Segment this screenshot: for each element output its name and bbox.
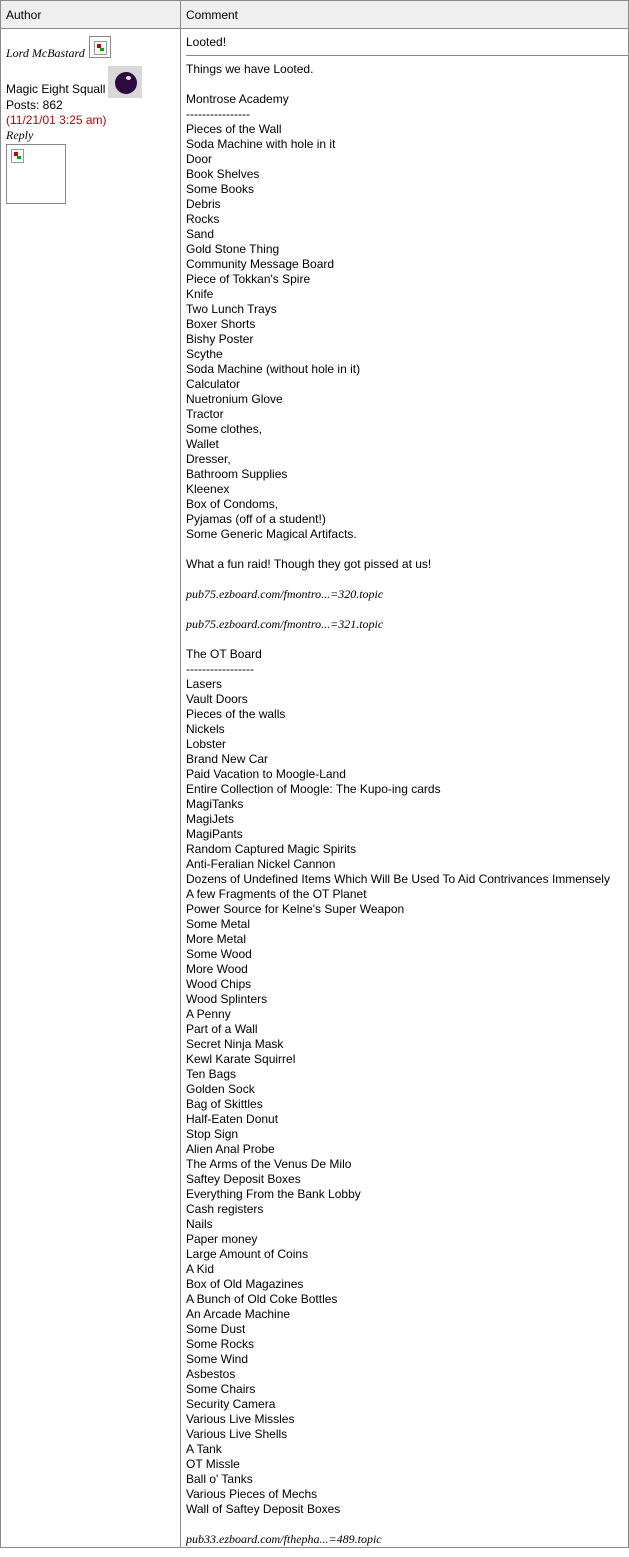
topic-link[interactable]: pub75.ezboard.com/fmontro...=320.topic xyxy=(186,587,384,601)
comment-block xyxy=(181,29,628,1547)
comment-cell xyxy=(181,29,629,1548)
post-line: Bishy Poster xyxy=(186,332,254,346)
post-line: Some clothes, xyxy=(186,422,263,436)
post-line: Pieces of the walls xyxy=(186,707,286,721)
post-line: Large Amount of Coins xyxy=(186,1247,309,1261)
post-line: Soda Machine (without hole in it) xyxy=(186,362,361,376)
post-line: Wallet xyxy=(186,437,219,451)
signature-image xyxy=(6,144,66,204)
post-line: Sand xyxy=(186,227,215,241)
post-body xyxy=(186,62,628,1547)
post-line: Rocks xyxy=(186,212,220,226)
post-line: Dresser, xyxy=(186,452,231,466)
post-line: Kleenex xyxy=(186,482,230,496)
post-line: Community Message Board xyxy=(186,257,335,271)
post-line: Calculator xyxy=(186,377,241,391)
post-line: A Tank xyxy=(186,1442,222,1456)
post-line: Paid Vacation to Moogle-Land xyxy=(186,767,346,781)
post-line: A Bunch of Old Coke Bottles xyxy=(186,1292,338,1306)
post-line: Montrose Academy xyxy=(186,92,289,106)
post-line: Pieces of the Wall xyxy=(186,122,282,136)
post-line: Boxer Shorts xyxy=(186,317,256,331)
post-line xyxy=(186,572,628,587)
post-line: A Kid xyxy=(186,1262,215,1276)
post-line xyxy=(186,632,628,647)
post-line: Piece of Tokkan's Spire xyxy=(186,272,311,286)
broken-image-icon xyxy=(11,149,24,163)
post-line: Some Wood xyxy=(186,947,252,961)
post-date: (11/21/01 3:25 am) xyxy=(6,113,107,127)
post-line: Vault Doors xyxy=(186,692,248,706)
post-line: Some Chairs xyxy=(186,1382,256,1396)
post-line: Random Captured Magic Spirits xyxy=(186,842,357,856)
avatar xyxy=(108,66,142,98)
post-line: Tractor xyxy=(186,407,224,421)
post-line: Cash registers xyxy=(186,1202,264,1216)
broken-image-icon xyxy=(89,36,111,58)
post-line xyxy=(186,542,628,557)
post-line: Everything From the Bank Lobby xyxy=(186,1187,361,1201)
post-line: Pyjamas (off of a student!) xyxy=(186,512,326,526)
member-rank: Magic Eight Squall xyxy=(6,82,106,96)
post-line: MagiTanks xyxy=(186,797,244,811)
post-line: Nuetronium Glove xyxy=(186,392,283,406)
post-line: Entire Collection of Moogle: The Kupo-ing cards xyxy=(186,782,441,796)
post-line: Two Lunch Trays xyxy=(186,302,277,316)
post-line: Ball o' Tanks xyxy=(186,1472,253,1486)
author-name[interactable]: Lord McBastard xyxy=(6,46,85,60)
post-line: An Arcade Machine xyxy=(186,1307,291,1321)
post-line: Some Generic Magical Artifacts. xyxy=(186,527,357,541)
post-line: ----------------- xyxy=(186,662,254,676)
post-line xyxy=(186,1517,628,1532)
post-line: Things we have Looted. xyxy=(186,62,314,76)
topic-link[interactable]: pub75.ezboard.com/fmontro...=321.topic xyxy=(186,617,384,631)
post-line: Some Wind xyxy=(186,1352,249,1366)
author-column-header: Author xyxy=(1,1,181,29)
post-line: More Wood xyxy=(186,962,248,976)
post-line: OT Missle xyxy=(186,1457,240,1471)
post-line: Part of a Wall xyxy=(186,1022,258,1036)
post-line: Knife xyxy=(186,287,214,301)
post-line: Wood Splinters xyxy=(186,992,268,1006)
post-line: Paper money xyxy=(186,1232,258,1246)
post-line: Alien Anal Probe xyxy=(186,1142,275,1156)
topic-link[interactable]: pub33.ezboard.com/fthepha...=489.topic xyxy=(186,1532,382,1546)
post-line: Nails xyxy=(186,1217,213,1231)
post-line: Some Metal xyxy=(186,917,251,931)
post-line xyxy=(186,77,628,92)
comment-column-header: Comment xyxy=(181,1,629,29)
post-line: Dozens of Undefined Items Which Will Be Used To Aid Contrivances Immensely xyxy=(186,872,610,886)
post-line: Nickels xyxy=(186,722,225,736)
post-line: More Metal xyxy=(186,932,247,946)
post-line: The Arms of the Venus De Milo xyxy=(186,1157,352,1171)
rank-row xyxy=(6,66,180,98)
post-line: Some Books xyxy=(186,182,255,196)
post-line: Brand New Car xyxy=(186,752,269,766)
post-line: Lobster xyxy=(186,737,227,751)
post-line: Soda Machine with hole in it xyxy=(186,137,336,151)
post-line: Ten Bags xyxy=(186,1067,237,1081)
post-line: What a fun raid! Though they got pissed at us! xyxy=(186,557,432,571)
post-line: Security Camera xyxy=(186,1397,276,1411)
post-line: Anti-Feralian Nickel Cannon xyxy=(186,857,336,871)
post-line: Bathroom Supplies xyxy=(186,467,288,481)
post-line: Book Shelves xyxy=(186,167,260,181)
post-line: Various Live Shells xyxy=(186,1427,288,1441)
author-block xyxy=(1,29,180,204)
post-line: A few Fragments of the OT Planet xyxy=(186,887,367,901)
reply-link[interactable]: Reply xyxy=(6,128,34,142)
post-line: Box of Condoms, xyxy=(186,497,279,511)
post-line: Power Source for Kelne's Super Weapon xyxy=(186,902,405,916)
author-name-row xyxy=(6,34,180,66)
post-line: Golden Sock xyxy=(186,1082,255,1096)
post-line: The OT Board xyxy=(186,647,262,661)
post-line: ---------------- xyxy=(186,107,250,121)
post-line: Door xyxy=(186,152,213,166)
post-row xyxy=(1,29,629,1548)
post-subject: Looted! xyxy=(186,35,628,56)
post-line: Box of Old Magazines xyxy=(186,1277,304,1291)
post-count: Posts: 862 xyxy=(6,98,63,112)
table-header-row xyxy=(1,1,629,29)
post-line: Wall of Saftey Deposit Boxes xyxy=(186,1502,341,1516)
post-line: Some Rocks xyxy=(186,1337,255,1351)
post-line: Kewl Karate Squirrel xyxy=(186,1052,296,1066)
post-line: Gold Stone Thing xyxy=(186,242,280,256)
post-line: MagiPants xyxy=(186,827,243,841)
post-line: Half-Eaten Donut xyxy=(186,1112,279,1126)
post-line: Stop Sign xyxy=(186,1127,239,1141)
post-line: A Penny xyxy=(186,1007,231,1021)
post-line: Wood Chips xyxy=(186,977,252,991)
post-line: Some Dust xyxy=(186,1322,246,1336)
post-line: Secret Ninja Mask xyxy=(186,1037,284,1051)
post-line: Various Pieces of Mechs xyxy=(186,1487,318,1501)
post-line: Saftey Deposit Boxes xyxy=(186,1172,301,1186)
post-line: Lasers xyxy=(186,677,223,691)
post-line xyxy=(186,602,628,617)
post-line: Debris xyxy=(186,197,221,211)
post-line: Various Live Missles xyxy=(186,1412,295,1426)
author-cell xyxy=(1,29,181,1548)
post-line: Bag of Skittles xyxy=(186,1097,263,1111)
post-line: Scythe xyxy=(186,347,223,361)
post-line: Asbestos xyxy=(186,1367,236,1381)
post-line: MagiJets xyxy=(186,812,235,826)
